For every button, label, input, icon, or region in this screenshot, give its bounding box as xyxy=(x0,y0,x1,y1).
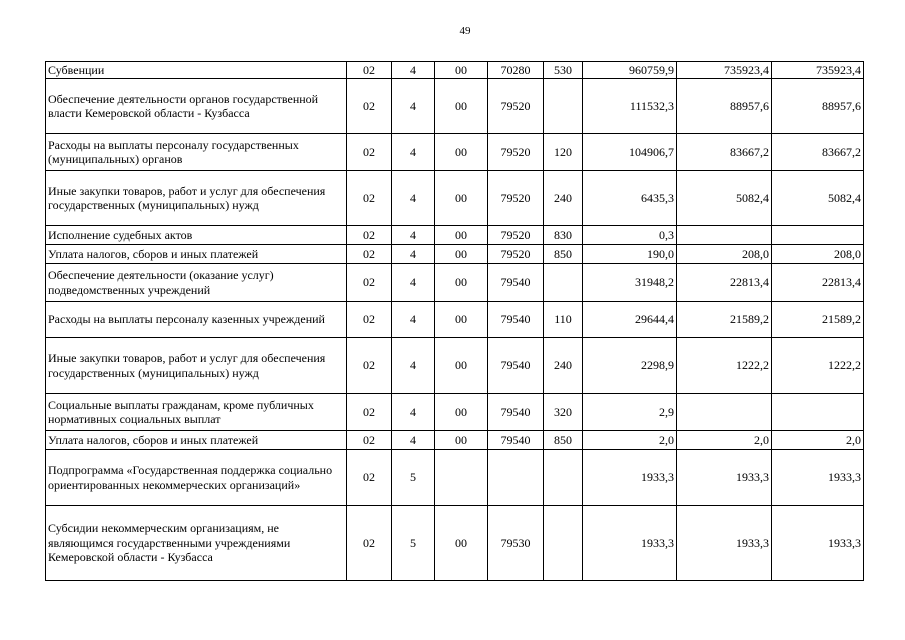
cell-code-5: 530 xyxy=(544,62,583,79)
cell-code-5 xyxy=(544,450,583,506)
cell-code-5: 120 xyxy=(544,134,583,171)
cell-code-5 xyxy=(544,506,583,581)
cell-code-5 xyxy=(544,264,583,302)
cell-code-3: 00 xyxy=(435,62,488,79)
cell-code-3: 00 xyxy=(435,431,488,450)
table-row xyxy=(46,431,864,450)
page-number: 49 xyxy=(459,25,471,37)
cell-code-3: 00 xyxy=(435,134,488,171)
table-row xyxy=(46,302,864,338)
cell-code-4: 79520 xyxy=(488,79,544,134)
cell-code-4: 79530 xyxy=(488,506,544,581)
cell-value-2: 1222,2 xyxy=(677,338,772,394)
table-row xyxy=(46,171,864,226)
cell-value-2: 83667,2 xyxy=(677,134,772,171)
cell-code-3 xyxy=(435,450,488,506)
cell-value-2: 2,0 xyxy=(677,431,772,450)
cell-code-5: 320 xyxy=(544,394,583,431)
cell-code-4: 79540 xyxy=(488,394,544,431)
cell-code-1: 02 xyxy=(347,394,392,431)
table-row xyxy=(46,264,864,302)
cell-value-3: 22813,4 xyxy=(772,264,864,302)
cell-value-3: 83667,2 xyxy=(772,134,864,171)
cell-name: Субсидии некоммерческим организациям, не являющимся государственными учреждениями Кемеровской области - Кузбасса xyxy=(46,506,347,581)
cell-code-4: 79520 xyxy=(488,134,544,171)
table-row xyxy=(46,338,864,394)
cell-value-1: 6435,3 xyxy=(583,171,677,226)
table-row xyxy=(46,394,864,431)
cell-code-2: 4 xyxy=(392,338,435,394)
cell-code-3: 00 xyxy=(435,506,488,581)
cell-value-2 xyxy=(677,226,772,245)
cell-value-1: 1933,3 xyxy=(583,450,677,506)
cell-value-2: 1933,3 xyxy=(677,450,772,506)
cell-name: Уплата налогов, сборов и иных платежей xyxy=(46,245,347,264)
cell-value-2: 22813,4 xyxy=(677,264,772,302)
cell-value-2: 1933,3 xyxy=(677,506,772,581)
cell-code-5 xyxy=(544,79,583,134)
cell-value-2: 735923,4 xyxy=(677,62,772,79)
cell-value-3: 1933,3 xyxy=(772,450,864,506)
budget-table xyxy=(45,61,864,581)
cell-value-2: 88957,6 xyxy=(677,79,772,134)
cell-code-2: 4 xyxy=(392,171,435,226)
cell-value-1: 2,0 xyxy=(583,431,677,450)
cell-value-3: 735923,4 xyxy=(772,62,864,79)
cell-code-3: 00 xyxy=(435,338,488,394)
cell-code-1: 02 xyxy=(347,506,392,581)
cell-code-1: 02 xyxy=(347,171,392,226)
cell-value-2: 208,0 xyxy=(677,245,772,264)
cell-value-1: 29644,4 xyxy=(583,302,677,338)
cell-code-3: 00 xyxy=(435,302,488,338)
cell-code-2: 5 xyxy=(392,506,435,581)
table-row xyxy=(46,134,864,171)
cell-value-1: 960759,9 xyxy=(583,62,677,79)
cell-name: Иные закупки товаров, работ и услуг для обеспечения государственных (муниципальных) нужд xyxy=(46,171,347,226)
cell-value-1: 190,0 xyxy=(583,245,677,264)
table-row xyxy=(46,226,864,245)
cell-code-5: 240 xyxy=(544,171,583,226)
cell-code-2: 4 xyxy=(392,394,435,431)
cell-name: Подпрограмма «Государственная поддержка социально ориентированных некоммерческих организаций» xyxy=(46,450,347,506)
cell-code-4 xyxy=(488,450,544,506)
cell-value-1: 2298,9 xyxy=(583,338,677,394)
table-row xyxy=(46,245,864,264)
cell-value-1: 2,9 xyxy=(583,394,677,431)
cell-code-2: 4 xyxy=(392,245,435,264)
cell-code-1: 02 xyxy=(347,226,392,245)
cell-code-5: 850 xyxy=(544,431,583,450)
cell-code-2: 4 xyxy=(392,62,435,79)
cell-value-3: 88957,6 xyxy=(772,79,864,134)
cell-value-3: 5082,4 xyxy=(772,171,864,226)
cell-code-4: 79540 xyxy=(488,431,544,450)
cell-code-1: 02 xyxy=(347,264,392,302)
cell-code-2: 4 xyxy=(392,264,435,302)
cell-code-1: 02 xyxy=(347,62,392,79)
cell-code-1: 02 xyxy=(347,450,392,506)
cell-code-1: 02 xyxy=(347,245,392,264)
cell-code-3: 00 xyxy=(435,226,488,245)
cell-code-5: 850 xyxy=(544,245,583,264)
cell-code-3: 00 xyxy=(435,264,488,302)
cell-code-4: 79540 xyxy=(488,302,544,338)
cell-code-3: 00 xyxy=(435,245,488,264)
cell-code-5: 110 xyxy=(544,302,583,338)
cell-value-3: 1222,2 xyxy=(772,338,864,394)
cell-name: Обеспечение деятельности органов государственной власти Кемеровской области - Кузбасса xyxy=(46,79,347,134)
cell-code-2: 4 xyxy=(392,79,435,134)
cell-name: Обеспечение деятельности (оказание услуг) подведомственных учреждений xyxy=(46,264,347,302)
cell-name: Субвенции xyxy=(46,62,347,79)
cell-value-3: 21589,2 xyxy=(772,302,864,338)
cell-code-4: 79520 xyxy=(488,171,544,226)
table-row xyxy=(46,450,864,506)
table-body xyxy=(46,62,864,581)
cell-code-1: 02 xyxy=(347,338,392,394)
cell-code-4: 79540 xyxy=(488,264,544,302)
cell-code-2: 4 xyxy=(392,302,435,338)
cell-name: Расходы на выплаты персоналу казенных учреждений xyxy=(46,302,347,338)
cell-value-1: 1933,3 xyxy=(583,506,677,581)
cell-value-3: 1933,3 xyxy=(772,506,864,581)
cell-value-1: 111532,3 xyxy=(583,79,677,134)
cell-code-4: 79540 xyxy=(488,338,544,394)
cell-value-3: 2,0 xyxy=(772,431,864,450)
cell-code-1: 02 xyxy=(347,134,392,171)
cell-code-5: 240 xyxy=(544,338,583,394)
cell-code-2: 4 xyxy=(392,431,435,450)
cell-code-3: 00 xyxy=(435,394,488,431)
cell-value-2: 5082,4 xyxy=(677,171,772,226)
cell-code-4: 79520 xyxy=(488,245,544,264)
cell-code-4: 79520 xyxy=(488,226,544,245)
cell-value-1: 104906,7 xyxy=(583,134,677,171)
cell-code-3: 00 xyxy=(435,171,488,226)
cell-name: Расходы на выплаты персоналу государственных (муниципальных) органов xyxy=(46,134,347,171)
cell-value-3 xyxy=(772,394,864,431)
cell-value-2: 21589,2 xyxy=(677,302,772,338)
table-row xyxy=(46,79,864,134)
cell-code-2: 5 xyxy=(392,450,435,506)
cell-name: Иные закупки товаров, работ и услуг для обеспечения государственных (муниципальных) нужд xyxy=(46,338,347,394)
cell-code-2: 4 xyxy=(392,134,435,171)
cell-code-4: 70280 xyxy=(488,62,544,79)
cell-value-3: 208,0 xyxy=(772,245,864,264)
cell-code-3: 00 xyxy=(435,79,488,134)
cell-code-1: 02 xyxy=(347,302,392,338)
cell-name: Исполнение судебных актов xyxy=(46,226,347,245)
cell-code-1: 02 xyxy=(347,431,392,450)
cell-value-1: 31948,2 xyxy=(583,264,677,302)
cell-value-2 xyxy=(677,394,772,431)
table-row xyxy=(46,62,864,79)
cell-code-1: 02 xyxy=(347,79,392,134)
cell-name: Уплата налогов, сборов и иных платежей xyxy=(46,431,347,450)
table-row xyxy=(46,506,864,581)
cell-code-5: 830 xyxy=(544,226,583,245)
cell-value-1: 0,3 xyxy=(583,226,677,245)
cell-code-2: 4 xyxy=(392,226,435,245)
cell-value-3 xyxy=(772,226,864,245)
cell-name: Социальные выплаты гражданам, кроме публичных нормативных социальных выплат xyxy=(46,394,347,431)
